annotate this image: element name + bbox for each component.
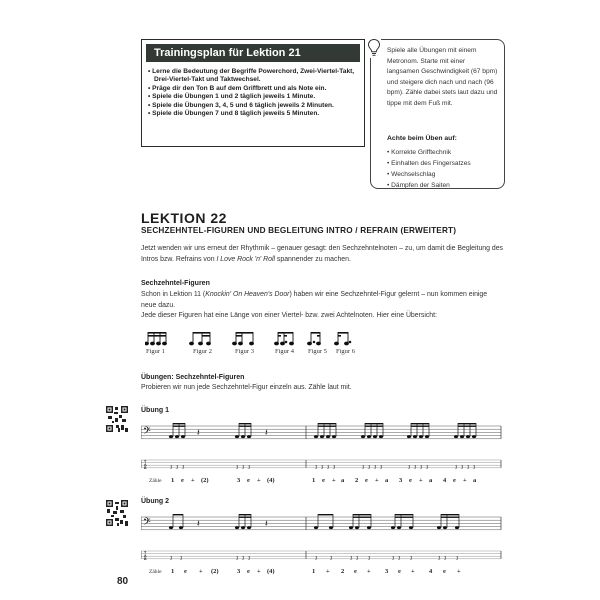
figure-5-notation	[308, 332, 321, 345]
exercises-heading: Übungen: Sechzehntel-Figuren	[141, 374, 245, 381]
count-syllable: +	[257, 477, 261, 484]
note-beam	[318, 514, 333, 515]
figure-1-notation	[145, 332, 167, 345]
intro-paragraph	[141, 244, 503, 265]
note-beam	[173, 423, 185, 424]
rest-icon: 𝄽	[265, 428, 268, 439]
lesson-title: LEKTION 22	[141, 210, 227, 226]
training-plan-title: Trainingsplan für Lektion 21	[146, 44, 360, 62]
tab-label: T	[144, 550, 147, 555]
rest-icon: 𝄽	[197, 519, 200, 530]
note-head	[379, 435, 383, 438]
lesson-subtitle: SECHZEHNTEL-FIGUREN UND BEGLEITUNG INTRO / REFRAIN (ERWEITERT)	[141, 226, 457, 235]
note-head	[472, 435, 476, 438]
tab-fret-number: 3	[373, 464, 377, 470]
count-syllable: e	[247, 477, 250, 484]
count-syllable: (4)	[267, 477, 275, 484]
count-syllable: e	[354, 568, 357, 575]
note-beam	[365, 423, 383, 424]
note-head	[349, 526, 353, 529]
tip-list	[387, 147, 471, 191]
note-head	[235, 526, 239, 529]
note-head	[443, 526, 447, 529]
tab-fret-number: 3	[454, 464, 458, 470]
note-head	[391, 526, 395, 529]
exercise-1-notation	[141, 416, 506, 486]
count-syllable: 4	[429, 568, 433, 575]
count-label: Zähle	[149, 569, 162, 575]
tab-fret-number: 3	[247, 464, 251, 470]
note-head	[241, 526, 245, 529]
figure-label: Figur 4	[275, 348, 294, 355]
tab-fret-number: 3	[419, 464, 423, 470]
note-beam	[318, 426, 336, 427]
tab-fret-number: 3	[179, 555, 183, 561]
note-beam	[458, 423, 476, 424]
note-head	[241, 435, 245, 438]
count-syllable: +	[191, 477, 195, 484]
figures-text-line	[141, 290, 503, 311]
count-syllable: 3	[237, 568, 241, 575]
tab-label: T	[144, 459, 147, 464]
note-head	[355, 526, 359, 529]
exercise-1-title: Übung 1	[141, 407, 169, 414]
count-syllable: +	[375, 477, 379, 484]
figure-label: Figur 5	[308, 348, 327, 355]
tab-label: B	[144, 466, 147, 471]
tab-fret-number: 3	[391, 555, 395, 561]
bass-clef-icon: 𝄢	[143, 425, 151, 439]
tab-fret-number: 3	[437, 555, 441, 561]
rest-icon: 𝄽	[197, 428, 200, 439]
tab-fret-number: 3	[175, 464, 179, 470]
tab-fret-number: 3	[455, 555, 459, 561]
tip-box	[370, 39, 505, 189]
figure-label: Figur 6	[336, 348, 355, 355]
count-syllable: (4)	[267, 568, 275, 575]
figure-label: Figur 2	[193, 348, 212, 355]
note-head	[425, 435, 429, 438]
tab-fret-number: 3	[241, 464, 245, 470]
note-beam	[239, 426, 251, 427]
note-head	[329, 526, 333, 529]
note-head	[460, 435, 464, 438]
figures-text: ) haben wir eine Sechzehntel-Figur gelernt – nun kommen einige neue dazu.	[141, 291, 488, 309]
count-syllable: e	[365, 477, 368, 484]
count-syllable: +	[411, 568, 415, 575]
tip-text: Spiele alle Übungen mit einem Metronom. Starte mit einer langsamen Geschwindigkeit (67 bpm) und steigere dich nach und nach (96 bpm). Zähle dabei stets laut dazu und tippe mit dem Fuß mit.	[387, 47, 498, 107]
tab-fret-number: 3	[379, 464, 383, 470]
tab-fret-number: 3	[241, 555, 245, 561]
training-plan-box	[141, 39, 365, 147]
list-item: • Einhalten des Fingersatzes	[387, 158, 471, 169]
note-beam	[173, 514, 183, 515]
note-beam	[239, 423, 251, 424]
note-beam	[365, 426, 383, 427]
tab-fret-number: 3	[332, 464, 336, 470]
note-beam	[318, 423, 336, 424]
rest-icon: 𝄽	[265, 519, 268, 530]
figures-text-line: Jede dieser Figuren hat eine Länge von einer Viertel- bzw. zwei Achtelnoten. Hier eine Übersicht:	[141, 312, 437, 319]
note-head	[419, 435, 423, 438]
note-head	[454, 435, 458, 438]
note-head	[466, 435, 470, 438]
count-syllable: +	[199, 568, 203, 575]
count-syllable: 3	[385, 568, 389, 575]
intro-text: Jetzt wenden wir uns erneut der Rhythmik – genauer gesagt: den Sechzehntelnoten – zu, um damit die Begleitung des Intros bzw. Refrains von	[141, 245, 503, 263]
count-syllable: e	[322, 477, 325, 484]
list-item: • Wechselschlag	[387, 169, 471, 180]
tab-fret-number: 3	[329, 555, 333, 561]
tab-fret-number: 3	[314, 555, 318, 561]
note-head	[409, 526, 413, 529]
figure-6-notation	[335, 332, 351, 345]
note-head	[314, 526, 318, 529]
note-head	[373, 435, 377, 438]
note-beam	[353, 517, 371, 518]
song-title: I Love Rock 'n' Roll	[216, 255, 276, 263]
count-syllable: +	[419, 477, 423, 484]
tab-label: A	[144, 462, 147, 467]
count-syllable: 3	[399, 477, 403, 484]
note-beam	[239, 514, 251, 515]
figures-heading: Sechzehntel-Figuren	[141, 280, 210, 287]
note-beam	[395, 514, 413, 515]
count-syllable: a	[385, 477, 389, 484]
figure-3-notation	[233, 332, 254, 345]
count-syllable: 4	[443, 477, 447, 484]
count-syllable: e	[398, 568, 401, 575]
note-head	[361, 435, 365, 438]
qr-code-icon[interactable]	[106, 500, 128, 526]
note-head	[455, 526, 459, 529]
count-syllable: +	[457, 568, 461, 575]
note-head	[247, 526, 251, 529]
note-beam	[173, 426, 185, 427]
note-head	[367, 526, 371, 529]
tab-fret-number: 3	[235, 464, 239, 470]
count-syllable: a	[341, 477, 345, 484]
bass-clef-icon: 𝄢	[143, 516, 151, 530]
list-item: • Dämpfen der Saiten	[387, 180, 471, 191]
tab-fret-number: 3	[326, 464, 330, 470]
note-head	[247, 435, 251, 438]
tab-fret-number: 3	[413, 464, 417, 470]
note-beam	[411, 423, 429, 424]
page-number: 80	[117, 576, 129, 587]
list-item: • Korrekte Grifftechnik	[387, 147, 471, 158]
count-syllable: +	[326, 568, 330, 575]
count-syllable: 1	[312, 477, 316, 484]
count-syllable: 1	[312, 568, 316, 575]
count-label: Zähle	[149, 478, 162, 484]
count-syllable: +	[332, 477, 336, 484]
tab-fret-number: 3	[367, 464, 371, 470]
tab-fret-number: 3	[472, 464, 476, 470]
tab-label: A	[144, 553, 147, 558]
count-syllable: a	[473, 477, 477, 484]
song-title: Knockin' On Heaven's Door	[205, 291, 290, 298]
note-head	[397, 526, 401, 529]
intro-text: spannender zu machen.	[275, 255, 351, 263]
tip-heading: Achte beim Üben auf:	[387, 135, 457, 142]
tab-fret-number: 3	[169, 555, 173, 561]
tab-fret-number: 3	[320, 464, 324, 470]
list-item: • Spiele die Übungen 1 und 2 täglich jeweils 1 Minute.	[148, 93, 362, 101]
figure-4-notation	[275, 332, 294, 345]
exercise-2-notation	[141, 507, 506, 577]
note-head	[413, 435, 417, 438]
count-syllable: 1	[171, 477, 175, 484]
tab-fret-number: 3	[169, 464, 173, 470]
tab-fret-number: 3	[314, 464, 318, 470]
count-syllable: e	[453, 477, 456, 484]
note-head	[320, 435, 324, 438]
note-head	[169, 435, 173, 438]
figure-label: Figur 1	[146, 348, 165, 355]
figure-label: Figur 3	[235, 348, 254, 355]
count-syllable: e	[409, 477, 412, 484]
figures-paragraph	[141, 290, 503, 322]
count-syllable: +	[463, 477, 467, 484]
note-head	[175, 435, 179, 438]
list-item: • Spiele die Übungen 3, 4, 5 und 6 täglich jeweils 2 Minuten.	[148, 102, 362, 110]
tab-fret-number: 3	[361, 464, 365, 470]
tab-label: B	[144, 557, 147, 562]
count-syllable: +	[367, 568, 371, 575]
count-syllable: e	[181, 477, 184, 484]
count-syllable: a	[429, 477, 433, 484]
figure-2-notation	[190, 332, 211, 345]
count-syllable: e	[184, 568, 187, 575]
tab-fret-number: 3	[397, 555, 401, 561]
note-beam	[411, 426, 429, 427]
lightbulb-icon	[367, 38, 381, 58]
note-beam	[441, 514, 459, 515]
count-syllable: (2)	[211, 568, 219, 575]
tab-fret-number: 3	[235, 555, 239, 561]
tab-fret-number: 3	[355, 555, 359, 561]
note-beam	[353, 514, 371, 515]
note-head	[169, 526, 173, 529]
list-item: • Präge dir den Ton B auf dem Griffbrett und als Note ein.	[148, 85, 362, 93]
tab-fret-number: 3	[181, 464, 185, 470]
count-syllable: 2	[355, 477, 359, 484]
note-beam	[239, 517, 251, 518]
note-head	[407, 435, 411, 438]
tab-fret-number: 3	[425, 464, 429, 470]
tab-fret-number: 3	[466, 464, 470, 470]
figures-text: Schon in Lektion 11 (	[141, 291, 206, 298]
tab-fret-number: 3	[367, 555, 371, 561]
tab-fret-number: 3	[407, 464, 411, 470]
count-syllable: 2	[341, 568, 345, 575]
note-head	[235, 435, 239, 438]
note-head	[314, 435, 318, 438]
exercise-2-title: Übung 2	[141, 498, 169, 505]
exercises-paragraph: Probieren wir nun jede Sechzehntel-Figur einzeln aus. Zähle laut mit.	[141, 384, 352, 391]
count-syllable: +	[257, 568, 261, 575]
tab-fret-number: 3	[443, 555, 447, 561]
note-beam	[458, 426, 476, 427]
note-head	[326, 435, 330, 438]
note-head	[179, 526, 183, 529]
note-beam	[395, 517, 413, 518]
qr-code-icon[interactable]	[106, 406, 128, 432]
rhythm-figures	[145, 330, 365, 360]
count-syllable: (2)	[201, 477, 209, 484]
count-syllable: e	[443, 568, 446, 575]
note-head	[367, 435, 371, 438]
list-item: • Spiele die Übungen 7 und 8 täglich jeweils 5 Minuten.	[148, 110, 362, 118]
count-syllable: 3	[237, 477, 241, 484]
note-head	[332, 435, 336, 438]
list-item: • Lerne die Bedeutung der Begriffe Powerchord, Zwei-Viertel-Takt, Drei-Viertel-Takt und Taktwechsel.	[148, 68, 362, 85]
training-plan-list	[148, 68, 362, 118]
count-syllable: 1	[171, 568, 175, 575]
tab-fret-number: 3	[409, 555, 413, 561]
count-syllable: e	[247, 568, 250, 575]
note-beam	[441, 517, 459, 518]
note-head	[437, 526, 441, 529]
tab-fret-number: 3	[349, 555, 353, 561]
tab-fret-number: 3	[247, 555, 251, 561]
tab-fret-number: 3	[460, 464, 464, 470]
note-head	[181, 435, 185, 438]
